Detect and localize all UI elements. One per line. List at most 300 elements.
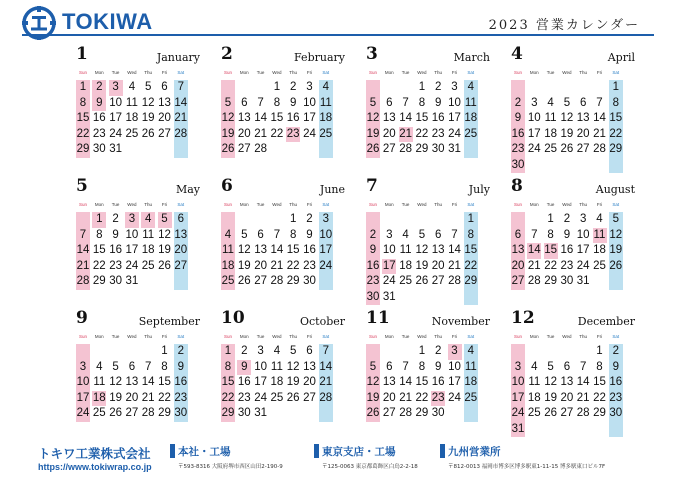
weekday-label: Wed [272,202,282,207]
day-cell: 16 [92,112,106,124]
day-cell: 23 [609,391,623,404]
day-cell: 7 [177,81,184,93]
day-cell: 17 [109,112,122,124]
day-cell: 20 [254,259,267,272]
day-cell: 19 [366,127,380,140]
day-cell: 12 [286,360,300,373]
day-cell: 2 [369,228,377,241]
day-cell: 29 [415,143,429,155]
day-cell: 26 [560,143,574,155]
month-october [215,308,345,438]
day-cell: 3 [322,213,329,225]
month-name: April [607,51,635,64]
day-cell: 2 [514,96,522,109]
month-name: May [175,183,200,196]
day-cell: 28 [174,127,188,140]
day-cell: 19 [560,127,574,140]
day-cell: 26 [609,259,623,272]
day-cell: 10 [448,360,461,373]
day-cell: 15 [286,244,300,256]
day-cell: 6 [514,228,522,241]
day-cell: 7 [402,96,409,109]
day-cell: 20 [125,391,139,404]
day-cell: 9 [289,96,297,109]
month-name: November [431,315,490,328]
day-cell: 12 [415,244,429,256]
day-cell: 5 [418,228,426,241]
day-cell: 28 [141,407,155,419]
day-cell: 20 [576,127,590,140]
weekday-label: Sun [513,70,522,75]
day-cell: 31 [448,143,461,155]
day-cell: 11 [593,228,606,241]
day-cell: 29 [464,275,478,287]
day-cell: 26 [221,143,235,155]
day-cell: 25 [464,127,478,140]
weekday-label: Fri [306,70,313,75]
day-cell: 22 [92,259,106,272]
header-rule [22,34,654,36]
day-cell: 25 [464,391,478,404]
branch-name: 九州営業所 [448,446,501,458]
day-cell: 16 [303,244,316,256]
month-name: August [595,183,635,196]
day-cell: 3 [451,81,458,93]
weekday-label: Thu [289,70,298,75]
day-cell: 20 [382,127,396,140]
day-cell: 17 [76,391,90,404]
day-cell: 24 [76,407,90,419]
day-cell: 10 [576,228,590,241]
weekday-label: Mon [94,70,104,75]
day-cell: 2 [96,81,103,93]
day-cell: 9 [96,96,103,109]
day-cell: 22 [221,391,235,404]
day-cell: 4 [144,213,152,225]
weekday-label: Thu [434,202,443,207]
day-cell: 7 [79,228,87,241]
day-cell: 11 [399,244,412,256]
day-cell: 30 [174,407,188,419]
day-cell: 13 [382,112,396,124]
day-cell: 26 [109,407,122,419]
weekday-label: Sun [78,70,87,75]
day-cell: 24 [576,259,590,272]
weekday-label: Mon [384,334,394,339]
day-cell: 15 [415,376,429,388]
day-cell: 28 [270,275,284,287]
day-cell: 11 [93,376,106,388]
weekday-label: Fri [596,70,603,75]
day-cell: 8 [224,360,232,373]
weekday-label: Sun [223,334,232,339]
weekday-label: Sat [612,70,620,75]
day-cell: 23 [92,127,106,140]
weekday-label: Sat [177,334,185,339]
weekday-label: Fri [161,202,168,207]
day-cell: 18 [544,127,557,140]
day-cell: 12 [221,112,235,124]
day-cell: 10 [76,376,90,388]
day-cell: 13 [254,244,267,256]
day-cell: 1 [596,345,603,357]
day-cell: 19 [158,244,171,256]
day-cell: 16 [560,244,574,256]
day-cell: 11 [125,96,138,109]
month-number: 8 [511,176,523,196]
day-cell: 21 [174,112,188,124]
day-cell: 10 [303,96,316,109]
day-cell: 18 [125,112,139,124]
weekday-label: Wed [417,334,427,339]
month-name: December [577,315,635,328]
weekday-label: Wed [272,70,282,75]
day-cell: 9 [434,360,442,373]
day-cell: 3 [386,228,393,241]
day-cell: 9 [177,360,184,373]
day-cell: 19 [109,391,122,404]
weekday-label: Thu [289,202,298,207]
day-cell: 26 [366,143,380,155]
day-cell: 16 [237,376,251,388]
day-cell: 20 [158,112,171,124]
day-cell: 2 [306,213,313,225]
weekday-label: Mon [94,334,104,339]
month-april [505,44,635,174]
day-cell: 4 [467,81,474,93]
day-cell: 16 [109,244,122,256]
branch-address: 〒593-8316 大阪府堺市西区山田2-190-9 [178,464,283,470]
month-name: March [453,51,490,64]
day-cell: 12 [109,376,122,388]
day-cell: 31 [254,407,267,419]
day-cell: 14 [527,244,541,256]
day-cell: 2 [563,213,571,225]
day-cell: 12 [366,112,380,124]
day-cell: 23 [431,127,445,140]
weekday-label: Fri [451,334,458,339]
weekday-label: Thu [579,70,588,75]
day-cell: 15 [415,112,429,124]
day-cell: 3 [79,360,87,373]
day-cell: 9 [434,96,442,109]
branch-name: 本社・工場 [178,446,231,458]
day-cell: 24 [254,391,267,404]
weekday-label: Tue [401,334,410,339]
day-cell: 31 [576,275,590,287]
day-cell: 19 [221,127,235,140]
day-cell: 30 [431,407,445,419]
weekday-label: Tue [256,202,265,207]
day-cell: 18 [593,244,606,256]
weekday-label: Sat [177,70,185,75]
day-cell: 21 [399,391,412,404]
day-cell: 11 [464,96,477,109]
day-cell: 1 [273,81,281,93]
day-cell: 30 [366,290,380,303]
day-cell: 24 [109,127,122,140]
weekday-label: Fri [306,202,313,207]
day-cell: 22 [76,127,90,140]
day-cell: 15 [544,244,557,256]
month-number: 10 [221,308,245,328]
day-cell: 29 [286,275,300,287]
branch-marker [170,444,175,458]
day-cell: 30 [109,275,122,287]
day-cell: 11 [222,244,234,256]
branch-address: 〒812-0013 福岡市博多区博多駅東1-11-15 博多駅東口ビル7F [448,464,606,470]
day-cell: 24 [303,127,316,140]
month-name: October [299,315,345,328]
day-cell: 2 [434,81,442,93]
day-cell: 7 [144,360,152,373]
footer [0,440,692,488]
day-cell: 12 [609,228,623,241]
branch-address: 〒125-0063 東京都葛飾区白鳥2-2-18 [322,464,418,470]
day-cell: 24 [382,275,396,287]
weekday-label: Fri [306,334,313,339]
day-cell: 28 [576,407,590,419]
day-cell: 25 [319,127,333,140]
day-cell: 17 [382,259,396,272]
weekday-label: Fri [451,70,458,75]
day-cell: 26 [544,407,557,419]
day-cell: 10 [382,244,396,256]
day-cell: 13 [237,112,251,124]
day-cell: 11 [142,228,155,241]
day-cell: 21 [141,391,155,404]
day-cell: 14 [399,376,412,388]
weekday-label: Tue [256,70,265,75]
brand-name: TOKIWA [62,9,153,34]
day-cell: 21 [270,259,284,272]
weekday-label: Mon [529,202,539,207]
day-cell: 18 [399,259,412,272]
day-cell: 7 [273,228,281,241]
day-cell: 6 [386,360,393,373]
day-cell: 5 [224,96,232,109]
day-cell: 6 [579,96,587,109]
weekday-label: Wed [562,70,572,75]
weekday-label: Thu [579,202,588,207]
company-name: トキワ工業株式会社 [38,446,151,461]
day-cell: 3 [257,345,264,357]
day-cell: 4 [467,345,474,357]
day-cell: 25 [399,275,412,287]
weekday-label: Sun [223,202,232,207]
day-cell: 26 [366,407,380,419]
day-cell: 21 [76,259,90,272]
day-cell: 9 [514,112,522,124]
day-cell: 14 [254,112,267,124]
day-cell: 29 [76,143,90,155]
day-cell: 3 [579,213,587,225]
weekday-label: Tue [546,334,555,339]
day-cell: 3 [128,213,136,225]
weekday-label: Mon [384,202,394,207]
weekday-label: Tue [111,70,120,75]
day-cell: 19 [544,391,557,404]
day-cell: 1 [612,81,619,93]
day-cell: 14 [448,244,461,256]
weekday-label: Wed [562,334,572,339]
day-cell: 5 [369,96,377,109]
weekday-label: Thu [144,70,153,75]
day-cell: 29 [158,407,171,419]
month-number: 7 [366,176,378,196]
branch-name: 東京支店・工場 [322,446,396,458]
weekday-label: Sun [368,334,377,339]
day-cell: 7 [579,360,587,373]
day-cell: 26 [158,259,171,272]
weekday-label: Tue [546,202,555,207]
day-cell: 24 [125,259,139,272]
day-cell: 12 [237,244,251,256]
weekday-label: Sun [513,202,522,207]
header [0,0,692,44]
day-cell: 26 [286,391,300,404]
day-cell: 28 [527,275,541,287]
day-cell: 1 [289,213,297,225]
day-cell: 22 [270,127,284,140]
day-cell: 6 [241,96,248,109]
day-cell: 20 [174,244,188,256]
month-december [505,308,635,438]
weekday-label: Mon [239,70,249,75]
day-cell: 11 [270,360,283,373]
weekday-label: Thu [434,70,443,75]
day-cell: 11 [544,112,557,124]
day-cell: 17 [511,391,525,404]
day-cell: 6 [563,360,571,373]
day-cell: 1 [467,213,474,225]
day-cell: 20 [511,259,525,272]
day-cell: 30 [511,158,525,171]
day-cell: 29 [544,275,557,287]
day-cell: 10 [511,376,525,388]
day-cell: 13 [125,376,139,388]
day-cell: 8 [79,96,87,109]
day-cell: 28 [399,407,412,419]
day-cell: 1 [96,213,103,225]
day-cell: 15 [609,112,623,124]
month-may [70,176,200,306]
day-cell: 23 [109,259,122,272]
day-cell: 4 [402,228,409,241]
day-cell: 30 [237,407,251,419]
weekday-label: Thu [579,334,588,339]
day-cell: 6 [306,345,313,357]
day-cell: 20 [560,391,574,404]
day-cell: 24 [448,127,461,140]
day-cell: 13 [560,376,574,388]
weekday-label: Tue [401,202,410,207]
month-february [215,44,345,174]
branch-marker [440,444,445,458]
day-cell: 25 [593,259,606,272]
weekday-label: Sat [322,202,330,207]
day-cell: 26 [415,275,429,287]
day-cell: 27 [560,407,574,419]
day-cell: 13 [511,244,525,256]
day-cell: 8 [596,360,603,373]
weekday-label: Fri [451,202,458,207]
day-cell: 1 [547,213,554,225]
day-cell: 15 [593,376,606,388]
month-number: 1 [76,44,88,64]
month-name: July [468,183,490,196]
month-number: 9 [76,308,88,328]
day-cell: 24 [511,407,525,419]
day-cell: 27 [254,275,267,287]
month-number: 4 [511,44,523,64]
day-cell: 10 [527,112,541,124]
day-cell: 1 [418,345,426,357]
day-cell: 22 [286,259,300,272]
day-cell: 21 [399,127,412,140]
day-cell: 23 [366,275,380,287]
day-cell: 21 [254,127,267,140]
month-number: 5 [76,176,88,196]
day-cell: 7 [402,360,409,373]
day-cell: 27 [382,407,396,419]
day-cell: 8 [289,228,297,241]
day-cell: 17 [448,376,461,388]
day-cell: 27 [125,407,139,419]
day-cell: 8 [612,96,619,109]
day-cell: 20 [237,127,251,140]
day-cell: 30 [303,275,316,287]
day-cell: 5 [241,228,248,241]
day-cell: 24 [319,259,333,272]
weekday-label: Mon [239,202,249,207]
day-cell: 23 [560,259,574,272]
day-cell: 27 [511,275,525,287]
day-cell: 2 [177,345,184,357]
company-url[interactable]: https://www.tokiwrap.co.jp [38,462,152,472]
day-cell: 23 [511,143,525,155]
day-cell: 20 [431,259,445,272]
day-cell: 13 [576,112,590,124]
day-cell: 12 [158,228,171,241]
weekday-label: Sun [368,70,377,75]
day-cell: 6 [257,228,264,241]
day-cell: 21 [527,259,541,272]
weekday-label: Sat [467,70,475,75]
day-cell: 22 [593,391,606,404]
day-cell: 5 [369,360,377,373]
day-cell: 3 [531,96,538,109]
day-cell: 8 [467,228,474,241]
day-cell: 4 [96,360,103,373]
weekday-label: Sat [612,334,620,339]
day-cell: 5 [612,213,619,225]
day-cell: 13 [431,244,445,256]
day-cell: 27 [303,391,316,404]
weekday-label: Thu [144,334,153,339]
day-cell: 3 [514,360,522,373]
day-cell: 10 [254,360,267,373]
weekday-label: Mon [529,70,539,75]
month-name: February [294,51,345,64]
day-cell: 27 [576,143,590,155]
day-cell: 9 [112,228,119,241]
day-cell: 31 [125,275,139,287]
day-cell: 26 [141,127,155,140]
month-march [360,44,490,174]
day-cell: 18 [319,112,333,124]
day-cell: 8 [418,360,426,373]
